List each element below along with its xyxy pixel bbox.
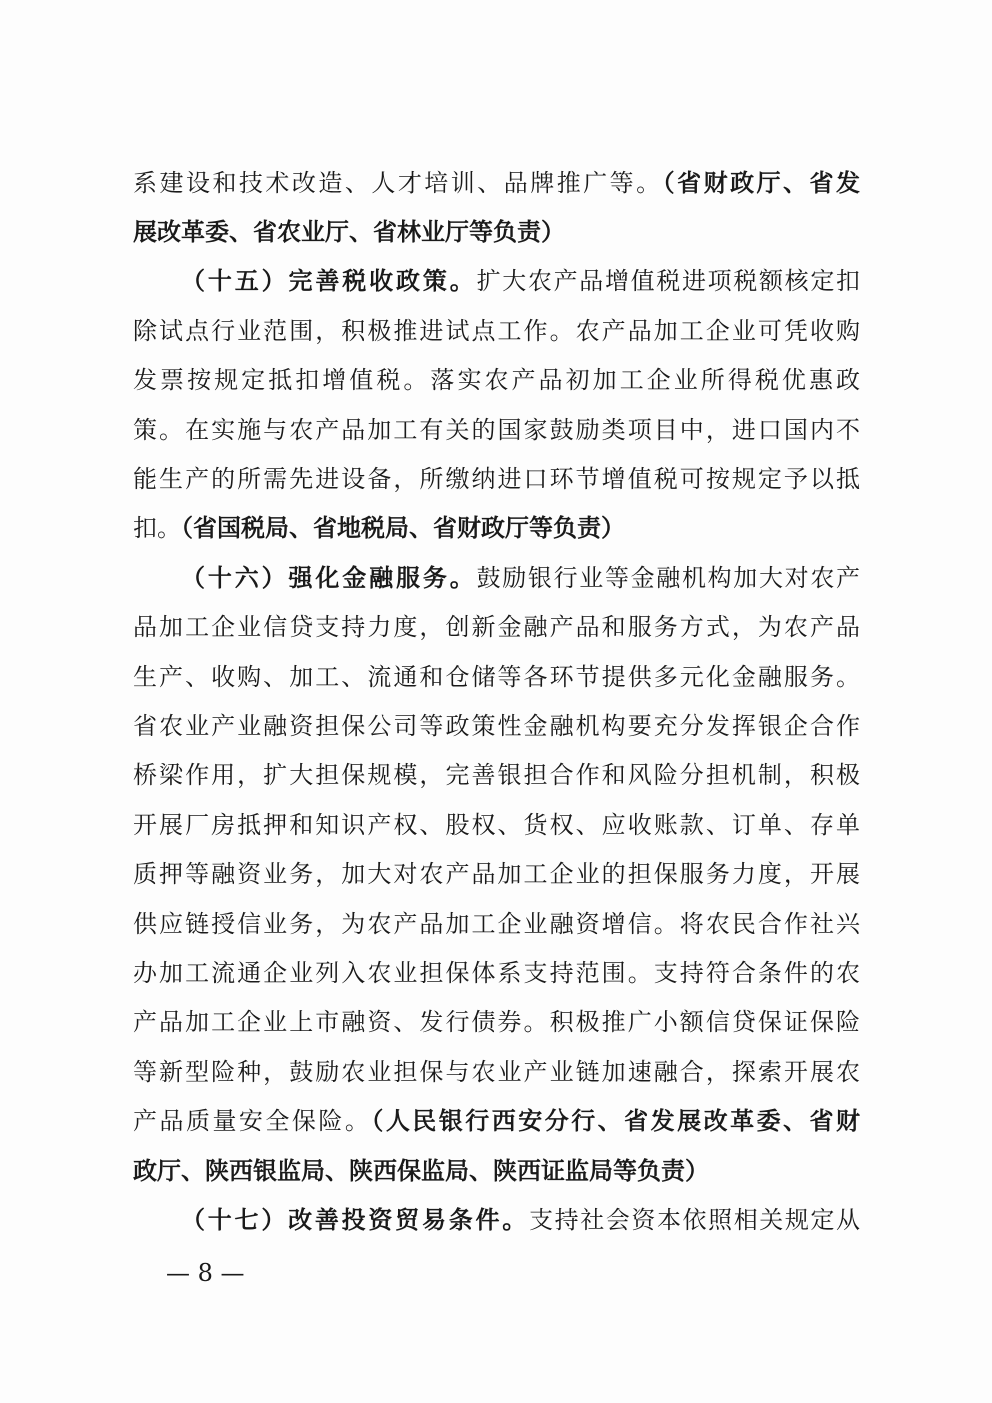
text-line: 产品加工企业上市融资、发行债券。积极推广小额信贷保证保险 — [133, 1008, 860, 1036]
text-line: 策。在实施与农产品加工有关的国家鼓励类项目中，进口国内不 — [133, 416, 860, 444]
section-heading-line: （十六）强化金融服务。鼓励银行业等金融机构加大对农产 — [181, 563, 860, 592]
section-heading-line: （十五）完善税收政策。扩大农产品增值税进项税额核定扣 — [181, 266, 860, 295]
text-line: 展改革委、省农业厅、省林业厅等负责） — [133, 217, 565, 246]
text-line: 除试点行业范围，积极推进试点工作。农产品加工企业可凭收购 — [133, 317, 860, 345]
text-line: 生产、收购、加工、流通和仓储等各环节提供多元化金融服务。 — [133, 663, 860, 691]
section-heading: （十七）改善投资贸易条件。 — [181, 1205, 530, 1234]
text-line: 办加工流通企业列入农业担保体系支持范围。支持符合条件的农 — [133, 959, 860, 987]
text-line: 发票按规定抵扣增值税。落实农产品初加工企业所得税优惠政 — [133, 366, 860, 394]
text-line: 开展厂房抵押和知识产权、股权、货权、应收账款、订单、存单 — [133, 811, 860, 839]
text-line: 系建设和技术改造、人才培训、品牌推广等。（省财政厅、省发 — [133, 168, 860, 197]
text-line: 扣。（省国税局、省地税局、省财政厅等负责） — [133, 513, 625, 542]
text-line: 省农业产业融资担保公司等政策性金融机构要充分发挥银企合作 — [133, 712, 860, 740]
section-heading: （十六）强化金融服务。 — [181, 563, 477, 592]
page-number: — 8 — — [166, 1259, 245, 1287]
text-line: 质押等融资业务，加大对农产品加工企业的担保服务力度，开展 — [133, 860, 860, 888]
text-line: 供应链授信业务，为农产品加工企业融资增信。将农民合作社兴 — [133, 910, 860, 938]
section-heading-line: （十七）改善投资贸易条件。支持社会资本依照相关规定从 — [181, 1205, 860, 1234]
section-heading: （十五）完善税收政策。 — [181, 266, 477, 295]
text-line: 产品质量安全保险。（人民银行西安分行、省发展改革委、省财 — [133, 1106, 860, 1135]
text-line: 能生产的所需先进设备，所缴纳进口环节增值税可按规定予以抵 — [133, 465, 860, 493]
text-line: 政厅、陕西银监局、陕西保监局、陕西证监局等负责） — [133, 1156, 709, 1185]
text-line: 桥梁作用，扩大担保规模，完善银担合作和风险分担机制，积极 — [133, 761, 860, 789]
text-line: 品加工企业信贷支持力度，创新金融产品和服务方式，为农产品 — [133, 613, 860, 641]
text-line: 等新型险种，鼓励农业担保与农业产业链加速融合，探索开展农 — [133, 1058, 860, 1086]
